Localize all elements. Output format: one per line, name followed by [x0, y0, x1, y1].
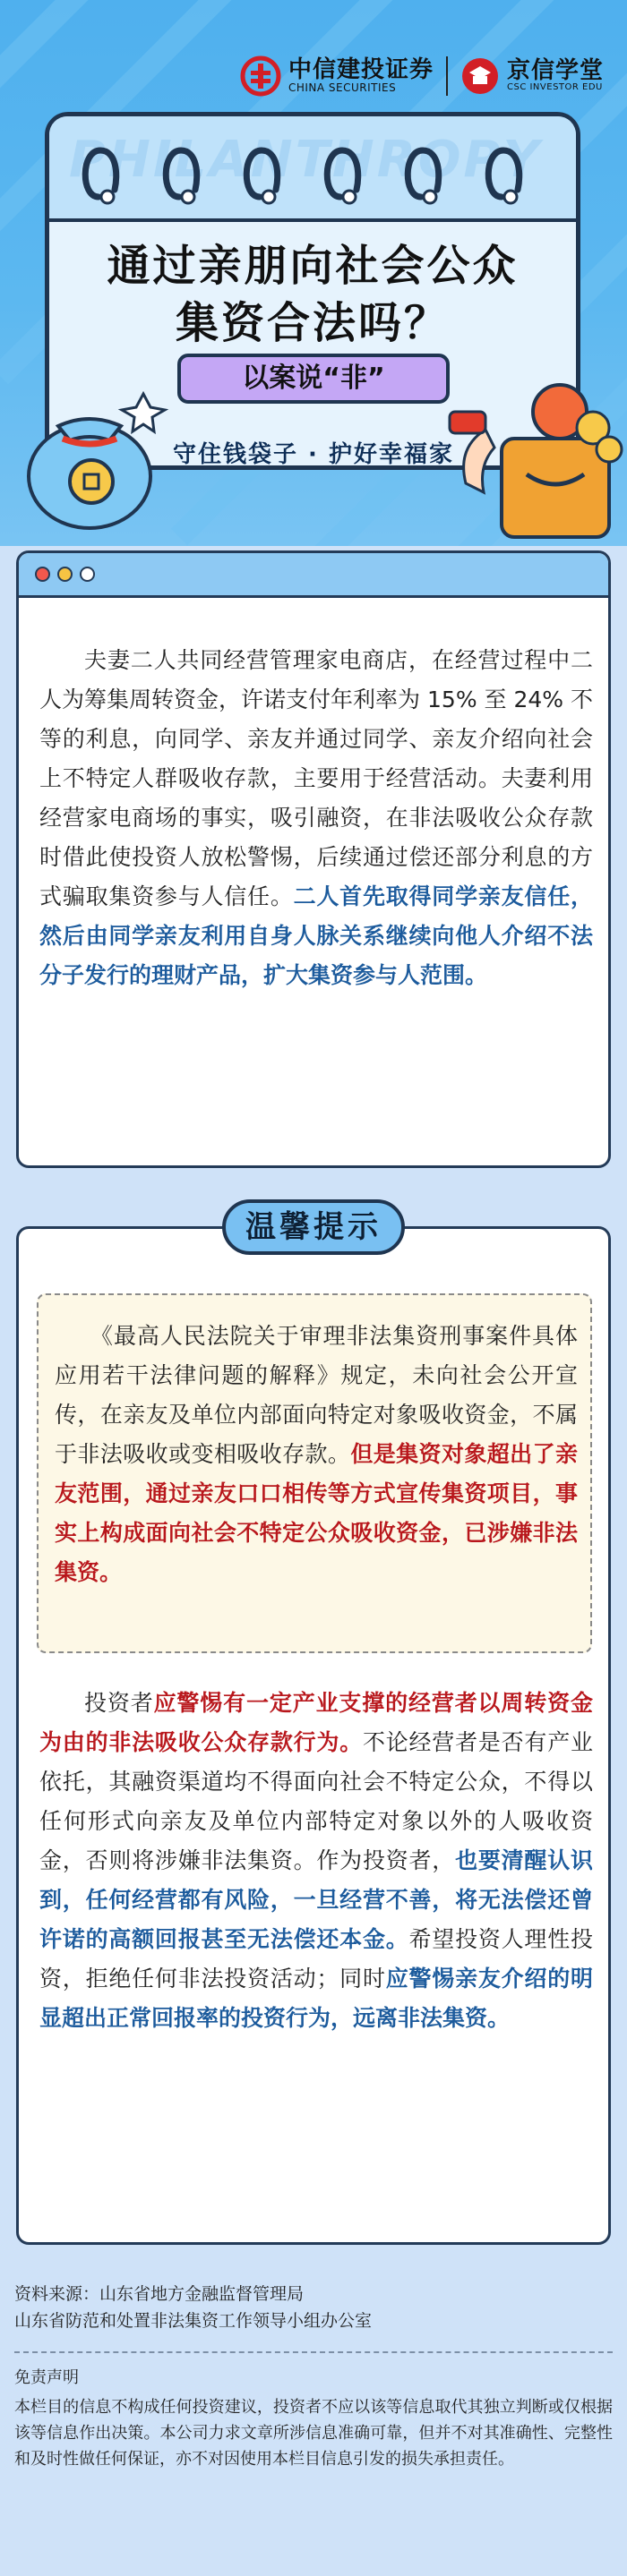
advice-part-1: 投资者 [84, 1690, 154, 1716]
disclaimer-body: 本栏目的信息不构成任何投资建议，投资者不应以该等信息取代其独立判断或仅根据该等信息作出决策。本公司力求文章所涉信息准确可靠，但并不对其准确性、完整性和及时性做任何保证，亦不对因使用本栏目信息引发的损失承担责任。 [14, 2398, 613, 2469]
hero-tag-badge: 以案说“非” [177, 354, 450, 404]
case-card-titlebar [19, 553, 608, 598]
logo-divider [446, 56, 448, 96]
advice-part-3: 希望投资人理性投资，拒绝任何非法投资活动；同时 [39, 1926, 593, 1992]
case-text: 夫妻二人共同经营管理家电商店，在经营过程中二人为筹集周转资金，许诺支付年利率为 15% 至 24% 不等的利息，向同学、亲友并通过同学、亲友介绍向社会上不特定人群吸收存款，主要用于经营活动。夫妻利用经营家电商场的事实，吸引融资，在非法吸收公众存款时借此使投资人放松警惕，后续通过偿还部分利息的方式骗取集资参与人信任。 [39, 647, 593, 909]
legal-quote [55, 1317, 578, 1592]
advice-highlight-1: 应警惕有一定产业支撑的经营者以周转资金为由的非法吸收公众存款行为。 [39, 1690, 593, 1755]
disclaimer-title: 免责声明 [14, 2368, 79, 2387]
legal-quote-box [37, 1293, 592, 1653]
footer-divider [14, 2351, 613, 2353]
csc-logo [240, 55, 434, 97]
tips-card [16, 1226, 611, 2245]
case-description [39, 641, 593, 995]
red-dot-icon [35, 567, 50, 582]
page-title-line-2: 集资合法吗？ [175, 298, 450, 348]
csc-name-cn: 中信建投证券 [288, 56, 434, 84]
advice-highlight-3: 应警惕亲友介绍的明显超出正常回报率的投资行为，远离非法集资。 [39, 1966, 593, 2031]
tips-badge: 温馨提示 [222, 1199, 405, 1255]
page-title-line-1: 通过亲朋向社会公众 [107, 241, 519, 291]
case-highlight: 二人首先取得同学亲友信任，然后由同学亲友利用自身人脉关系继续向他人介绍不法分子发行的理财产品，扩大集资参与人范围。 [39, 883, 593, 988]
yellow-dot-icon [57, 567, 73, 582]
board-watermark-text: PHILANTHROPY [69, 131, 543, 189]
case-card [16, 550, 611, 1168]
source-line-2: 山东省防范和处置非法集资工作领导小组办公室 [14, 2311, 373, 2331]
source-line-1: 资料来源：山东省地方金融监督管理局 [14, 2284, 305, 2304]
advice-highlight-2: 也要清醒认识到，任何经营都有风险，一旦经营不善，将无法偿还曾许诺的高额回报甚至无法偿还本金。 [39, 1847, 593, 1952]
investor-advice [39, 1684, 593, 2038]
window-dots [35, 567, 95, 582]
csc-name-en: CHINA SECURITIES [288, 81, 397, 95]
brand-logo-bar [240, 45, 604, 107]
source-note [14, 2281, 613, 2334]
advice-part-2: 不论经营者是否有产业依托，其融资渠道均不得面向社会不特定公众，不得以任何形式向亲友及单位内部特定对象以外的人吸收资金，否则将涉嫌非法集资。作为投资者， [39, 1729, 593, 1873]
edu-name-cn: 京信学堂 [506, 57, 604, 85]
legal-quote-text: 《最高人民法院关于审理非法集资刑事案件具体应用若干法律问题的解释》规定，未向社会公开宣传，在亲友及单位内部面向特定对象吸收资金，不属于非法吸收或变相吸收存款。 [55, 1323, 578, 1467]
edu-emblem-icon [460, 56, 500, 96]
hero-slogan: 守住钱袋子 · 护好幸福家 [173, 441, 454, 468]
page-title [45, 237, 580, 352]
white-dot-icon [80, 567, 95, 582]
disclaimer [14, 2365, 613, 2472]
hero-banner [0, 0, 627, 546]
binder-rings-icon [45, 134, 580, 206]
edu-logo [460, 56, 604, 96]
edu-name-en: CSC INVESTOR EDU [506, 82, 603, 93]
legal-quote-highlight: 但是集资对象超出了亲友范围，通过亲友口口相传等方式宣传集资项目，事实上构成面向社会不特定公众吸收资金，已涉嫌非法集资。 [55, 1441, 578, 1585]
csc-emblem-icon [240, 55, 281, 97]
